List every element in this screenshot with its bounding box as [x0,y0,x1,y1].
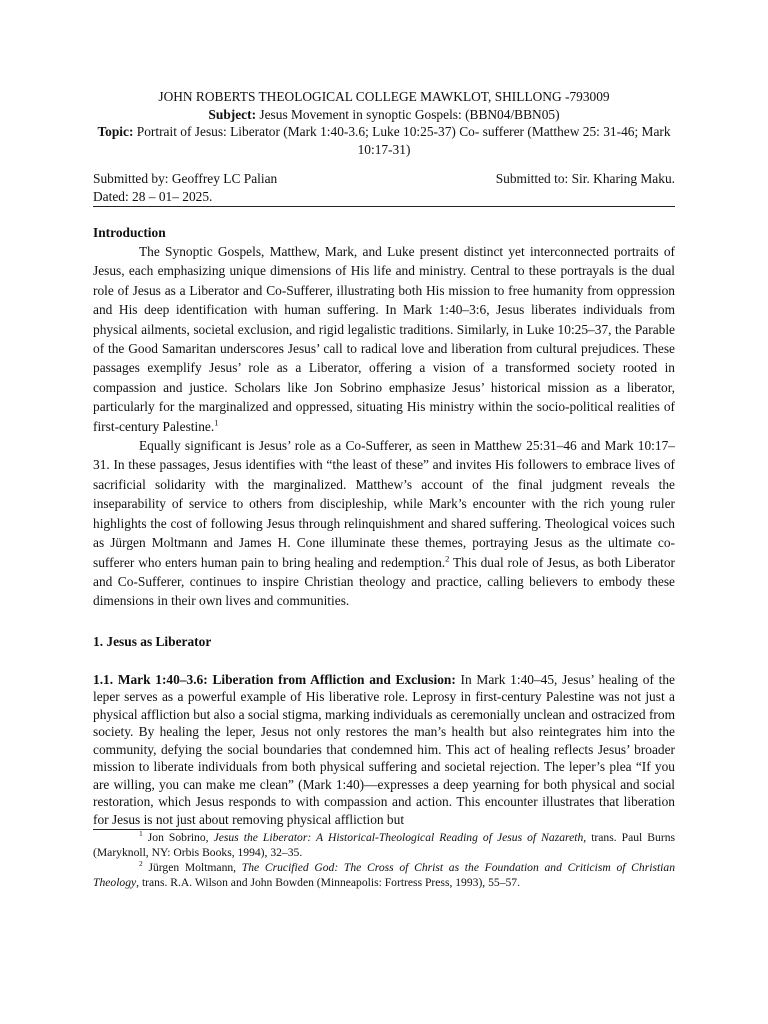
footnote-2-rest: , trans. R.A. Wilson and John Bowden (Minneapolis: Fortress Press, 1993), 55–57. [136,876,520,890]
intro-heading: Introduction [93,225,166,240]
date-line: Dated: 28 – 01– 2025. [93,188,213,204]
footnote-1-author: Jon Sobrino, [142,831,214,845]
topic-line [93,123,675,158]
footnote-ref-1: 1 [214,417,219,428]
subject-value: Jesus Movement in synoptic Gospels: (BBN04/BBN05) [256,106,560,122]
footnote-2 [93,860,675,890]
intro-p2a-text: Equally significant is Jesus’ role as a Co-Sufferer, as seen in Matthew 25:31–46 and Mark 10:17–31. In these passages, Jesus identifies with “the least of these” and invites His followers to embrace lives of sacrificial solidarity with the marginalized. Matthew’s account of the final judgment reveals the inseparability of service to others from discipleship, while Mark’s encounter with the rich young ruler highlights the cost of following Jesus through relinquishment and shared suffering. Theological voices such as Jürgen Moltmann and James H. Cone illuminate these themes, portraying Jesus as the ultimate co-sufferer who enters human pain to bring healing and redemption. [93,438,675,570]
section-1-1-heading: 1.1. Mark 1:40–3.6: Liberation from Affliction and Exclusion: [93,671,456,687]
footnote-1 [93,830,675,860]
document-page [93,88,675,890]
intro-paragraph-1 [93,242,675,436]
intro-paragraph-2 [93,436,675,611]
subject-label: Subject: [208,106,257,122]
submitted-by: Submitted by: Geoffrey LC Palian [93,171,278,186]
subject-line [93,106,675,124]
topic-label: Topic: [97,124,134,139]
submission-row [93,170,675,188]
footnote-2-author: Jürgen Moltmann, [142,861,242,875]
intro-p2b-text: This dual role of Jesus, as both Liberator and Co-Sufferer, continues to inspire Christian theology and practice, calling believers to embody these dimensions in their own lives and communities. [93,554,675,609]
footnote-1-number: 1 [139,829,143,839]
footnote-2-number: 2 [139,859,143,869]
intro-p1-text: The Synoptic Gospels, Matthew, Mark, and Luke present distinct yet interconnected portraits of Jesus, each emphasizing unique dimensions of His life and ministry. Central to these portrayals is the dual role of Jesus as a Liberator and Co-Sufferer, illustrating both His mission to free humanity from oppression and His deep identification with human suffering. In Mark 1:40–3:6, Jesus liberates individuals from physical ailments, societal exclusion, and rigid legalistic traditions. Similarly, in Luke 10:25–37, the Parable of the Good Samaritan underscores Jesus’ call to radical love and liberation from cultural prejudices. These passages exemplify Jesus’ role as a Liberator, offering a vision of a transformed society rooted in compassion and justice. Scholars like Jon Sobrino emphasize Jesus’ historical mission as a liberator, particularly for the marginalized and oppressed, situating His ministry within the socio-political realities of first-century Palestine. [93,244,675,434]
section-1-1-paragraph [93,671,675,829]
topic-value: Portrait of Jesus: Liberator (Mark 1:40-3.6; Luke 10:25-37) Co- sufferer (Matthew 25: 31-46; Mark 10:17-31) [133,124,671,157]
header-divider [93,206,675,207]
section-1-1-text: In Mark 1:40–45, Jesus’ healing of the leper serves as a powerful example of His liberative role. Leprosy in first-century Palestine was not just a physical affliction but also a social stigma, marking individuals as ceremonially unclean and ostracized from society. By healing the leper, Jesus not only restores the man’s health but also reintegrates him into the community, defying the social boundaries that condemned him. This act of healing reflects Jesus’ broader mission to liberate individuals from both physical suffering and societal rejection. The leper’s plea “If you are willing, you can make me clean” (Mark 1:40)—expresses a deep yearning for both physical and social restoration, which Jesus responds to with compassion and action. This encounter illustrates that liberation for Jesus is not just about removing physical affliction but [93,671,675,827]
section-1-heading: 1. Jesus as Liberator [93,633,212,649]
submitted-to: Submitted to: Sir. Kharing Maku. [495,171,675,186]
college-title: JOHN ROBERTS THEOLOGICAL COLLEGE MAWKLOT, SHILLONG -793009 [158,89,610,104]
footnote-ref-2: 2 [445,553,450,564]
footnote-2-title: The Crucified God: The Cross of Christ as the Foundation and Criticism of Christian Theology [93,861,675,890]
footnote-1-title: Jesus the Liberator: A Historical-Theological Reading of Jesus of Nazareth [213,831,584,845]
footnote-1-rest: , trans. Paul Burns (Maryknoll, NY: Orbis Books, 1994), 32–35. [93,831,676,860]
